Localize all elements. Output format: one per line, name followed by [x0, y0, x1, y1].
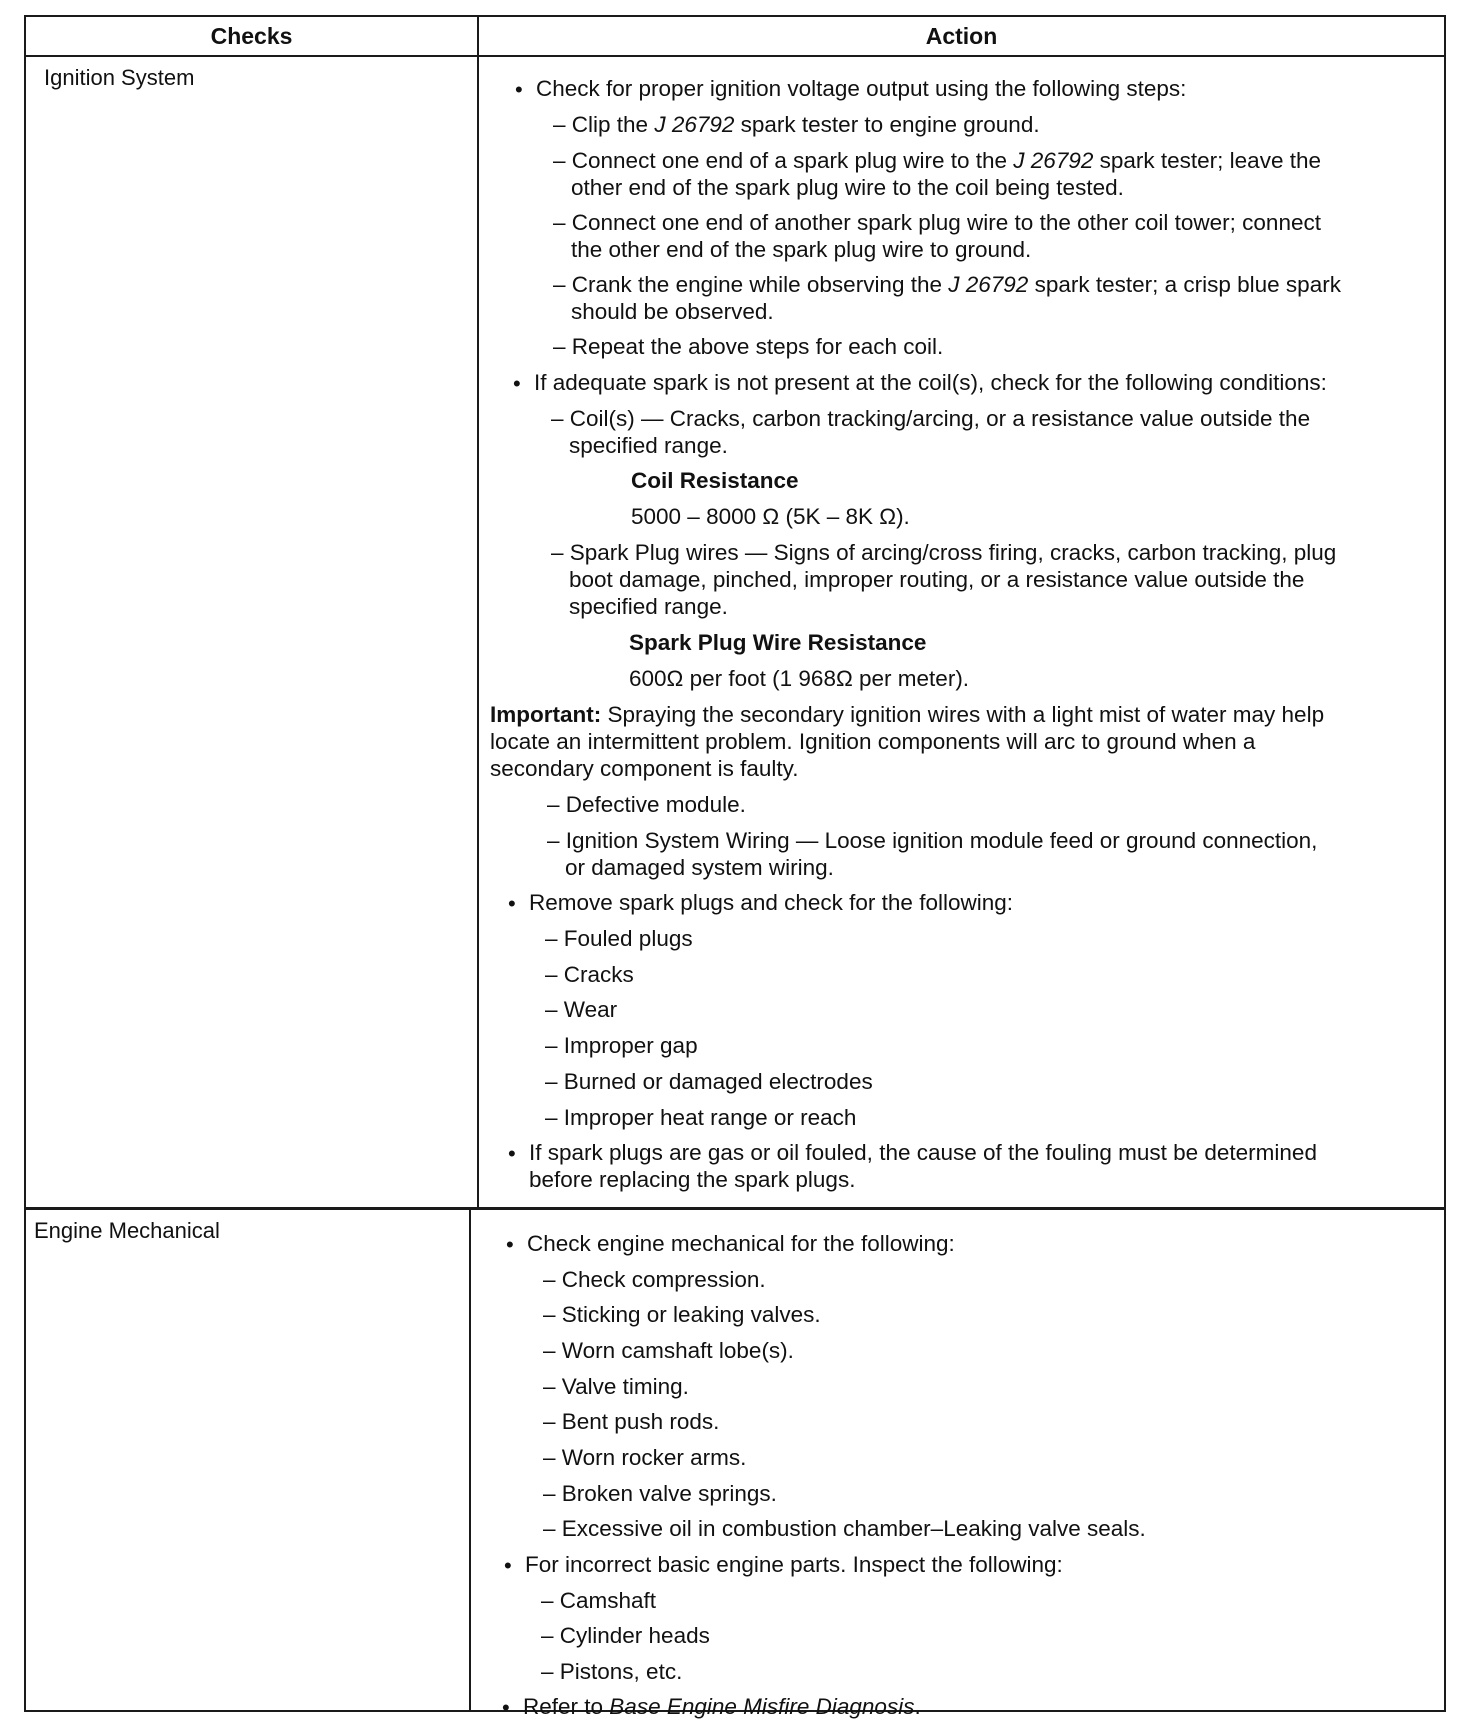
header-divider — [26, 55, 1444, 57]
action-engine-intro: Check engine mechanical for the following: — [527, 1231, 955, 1256]
bullet-icon: • — [508, 1141, 516, 1166]
parts-check-pistons: – Pistons, etc. — [541, 1659, 683, 1684]
engine-check-compression: – Check compression. — [543, 1267, 766, 1292]
action-step-crank: – Crank the engine while observing the J 26792 spark tester; a crisp blue spark — [553, 272, 1341, 297]
action-step-clip: – Clip the J 26792 spark tester to engine ground. — [553, 112, 1040, 137]
diagnostic-table — [24, 15, 1446, 1720]
column-divider-top — [477, 17, 479, 1207]
engine-check-excessive-oil: – Excessive oil in combustion chamber–Leaking valve seals. — [543, 1516, 1146, 1541]
action-spark-plug-wires-cont-2: specified range. — [569, 594, 728, 619]
action-fouled-plugs-cont: before replacing the spark plugs. — [529, 1167, 856, 1192]
wire-resistance-heading: Spark Plug Wire Resistance — [629, 630, 927, 655]
action-step-connect-1: – Connect one end of a spark plug wire to the J 26792 spark tester; leave the — [553, 148, 1321, 173]
engine-check-valve-springs: – Broken valve springs. — [543, 1481, 777, 1506]
plug-check-cracks: – Cracks — [545, 962, 634, 987]
plug-check-electrodes: – Burned or damaged electrodes — [545, 1069, 873, 1094]
header-action: Action — [925, 23, 998, 49]
action-step-connect-1-cont: other end of the spark plug wire to the coil being tested. — [571, 175, 1124, 200]
action-step-connect-2-cont: the other end of the spark plug wire to ground. — [571, 237, 1032, 262]
plug-check-heat-range: – Improper heat range or reach — [545, 1105, 857, 1130]
bullet-icon: • — [515, 77, 523, 102]
engine-check-push-rods: – Bent push rods. — [543, 1409, 720, 1434]
parts-check-cylinder-heads: – Cylinder heads — [541, 1623, 710, 1648]
action-incorrect-parts: For incorrect basic engine parts. Inspect the following: — [525, 1552, 1063, 1577]
header-checks: Checks — [210, 23, 293, 49]
bullet-icon: • — [513, 371, 521, 396]
action-coil-condition: – Coil(s) — Cracks, carbon tracking/arcing, or a resistance value outside the — [551, 406, 1311, 431]
action-ignition-wiring-cont: or damaged system wiring. — [565, 855, 834, 880]
engine-check-valve-timing: – Valve timing. — [543, 1374, 689, 1399]
action-step-repeat: – Repeat the above steps for each coil. — [553, 334, 944, 359]
bullet-icon: • — [502, 1695, 510, 1720]
action-ignition-wiring: – Ignition System Wiring — Loose ignition module feed or ground connection, — [547, 828, 1318, 853]
column-divider-bottom — [469, 1207, 471, 1712]
action-step-crank-cont: should be observed. — [571, 299, 774, 324]
plug-check-gap: – Improper gap — [545, 1033, 698, 1058]
engine-check-camshaft-lobe: – Worn camshaft lobe(s). — [543, 1338, 794, 1363]
parts-check-camshaft: – Camshaft — [541, 1588, 657, 1613]
row-divider — [26, 1207, 1444, 1210]
check-ignition-system: Ignition System — [44, 65, 195, 90]
bullet-icon: • — [506, 1232, 514, 1257]
action-refer-misfire: Refer to Base Engine Misfire Diagnosis. — [523, 1694, 921, 1719]
check-engine-mechanical: Engine Mechanical — [34, 1218, 220, 1243]
action-inadequate-spark: If adequate spark is not present at the coil(s), check for the following conditions: — [534, 370, 1327, 395]
action-step-connect-2: – Connect one end of another spark plug wire to the other coil tower; connect — [553, 210, 1321, 235]
coil-resistance-value: 5000 – 8000 Ω (5K – 8K Ω). — [631, 504, 910, 529]
important-note-cont-2: secondary component is faulty. — [490, 756, 799, 781]
important-note-cont-1: locate an intermittent problem. Ignition components will arc to ground when a — [490, 729, 1256, 754]
action-coil-condition-cont: specified range. — [569, 433, 728, 458]
plug-check-fouled: – Fouled plugs — [545, 926, 693, 951]
plug-check-wear: – Wear — [545, 997, 618, 1022]
bullet-icon: • — [508, 891, 516, 916]
action-remove-plugs: Remove spark plugs and check for the following: — [529, 890, 1014, 915]
misfire-diagnosis-reference: Base Engine Misfire Diagnosis — [609, 1694, 915, 1719]
action-spark-plug-wires-cont-1: boot damage, pinched, improper routing, or a resistance value outside the — [569, 567, 1305, 592]
bullet-icon: • — [504, 1553, 512, 1578]
action-defective-module: – Defective module. — [547, 792, 746, 817]
wire-resistance-value: 600Ω per foot (1 968Ω per meter). — [629, 666, 970, 691]
important-note: Important: Spraying the secondary ignition wires with a light mist of water may help — [490, 702, 1325, 727]
coil-resistance-heading: Coil Resistance — [631, 468, 799, 493]
action-fouled-plugs: If spark plugs are gas or oil fouled, the cause of the fouling must be determined — [529, 1140, 1317, 1165]
engine-check-rocker-arms: – Worn rocker arms. — [543, 1445, 747, 1470]
action-ignition-intro: Check for proper ignition voltage output using the following steps: — [536, 76, 1187, 101]
action-spark-plug-wires: – Spark Plug wires — Signs of arcing/cross firing, cracks, carbon tracking, plug — [551, 540, 1337, 565]
engine-check-valves: – Sticking or leaking valves. — [543, 1302, 821, 1327]
